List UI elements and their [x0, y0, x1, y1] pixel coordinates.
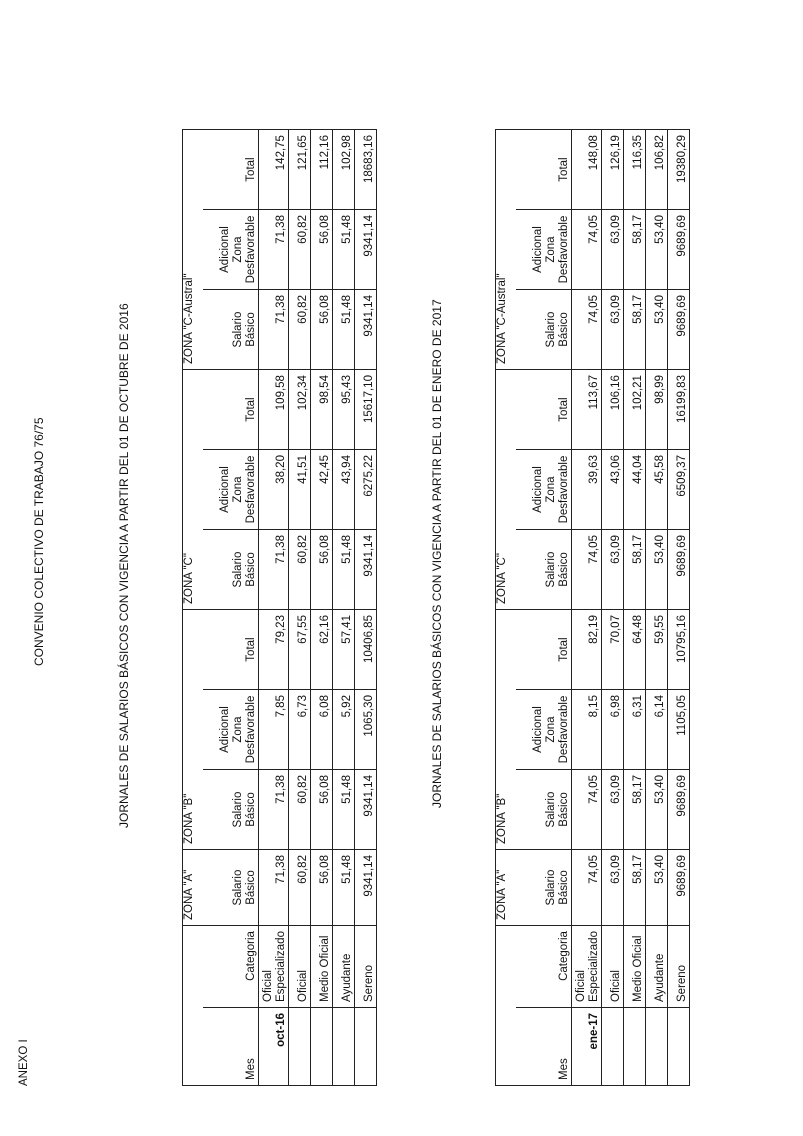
categoria-cell [289, 926, 311, 1008]
categoria-line: Oficial [575, 970, 587, 1002]
salario-header-line: Salario [232, 869, 244, 906]
value-cell-ca-sal: 51,48 [333, 290, 355, 370]
value-cell-c-sal: 53,40 [646, 530, 668, 610]
value-cell-b-adic: 6,31 [624, 690, 646, 770]
value-cell-b-tot: 10406,85 [355, 610, 377, 690]
value-cell-ca-sal: 60,82 [289, 290, 311, 370]
value-cell-b-adic: 6,14 [646, 690, 668, 770]
value-cell-b-sal: 63,09 [602, 770, 624, 850]
value-cell-c-tot: 98,99 [646, 370, 668, 450]
value-cell-a-sal: 58,17 [624, 850, 646, 926]
value-cell-c-tot: 109,58 [259, 370, 289, 450]
adicional-header-line: Adicional [532, 706, 544, 753]
categoria-header [203, 926, 259, 1008]
value-cell-ca-sal: 63,09 [602, 290, 624, 370]
categoria-cell [311, 926, 333, 1008]
value-cell-b-adic: 6,73 [289, 690, 311, 770]
value-cell-b-tot: 79,23 [259, 610, 289, 690]
value-cell-b-tot: 57,41 [333, 610, 355, 690]
value-cell-ca-adic: 56,08 [311, 210, 333, 290]
mes-value: oct-16 [275, 1013, 287, 1047]
adicional-header-line: Adicional [532, 466, 544, 513]
total-header: Total [203, 370, 259, 450]
adicional-header [516, 450, 572, 530]
value-cell-c-tot: 102,21 [624, 370, 646, 450]
adicional-header-line: Zona [232, 476, 244, 503]
value-cell-b-adic: 1065,30 [355, 690, 377, 770]
salario-header-line: Básico [245, 552, 257, 587]
mes-header [203, 1008, 259, 1086]
adicional-header-line: Zona [545, 236, 557, 263]
salario-header [516, 290, 572, 370]
value-cell-a-sal: 71,38 [259, 850, 289, 926]
zone-header: ZONA "B" [183, 610, 203, 850]
categoria-line: Especializado [588, 931, 600, 1002]
adicional-header-line: Desfavorable [558, 695, 570, 764]
value-cell-b-sal: 9689,69 [668, 770, 690, 850]
value-cell-c-tot: 15617,10 [355, 370, 377, 450]
value-cell-b-adic: 5,92 [333, 690, 355, 770]
salario-header-line: Básico [558, 312, 570, 347]
adicional-header-line: Adicional [219, 226, 231, 273]
value-cell-c-adic: 39,63 [572, 450, 602, 530]
value-cell-b-sal: 60,82 [289, 770, 311, 850]
value-cell-b-tot: 64,48 [624, 610, 646, 690]
value-cell-ca-tot: 126,19 [602, 130, 624, 210]
value-cell-ca-sal: 9341,14 [355, 290, 377, 370]
value-cell-a-sal: 9341,14 [355, 850, 377, 926]
salario-header-line: Salario [545, 551, 557, 588]
value-cell-b-adic: 6,08 [311, 690, 333, 770]
value-cell-c-tot: 95,43 [333, 370, 355, 450]
value-cell-ca-adic: 9341,14 [355, 210, 377, 290]
total-header: Total [516, 130, 572, 210]
categoria-cell [602, 926, 624, 1008]
mes-cell [259, 1008, 289, 1086]
value-cell-ca-tot: 18683,16 [355, 130, 377, 210]
value-cell-ca-tot: 106,82 [646, 130, 668, 210]
adicional-header-line: Adicional [219, 706, 231, 753]
value-cell-c-sal: 51,48 [333, 530, 355, 610]
salario-header-line: Básico [245, 792, 257, 827]
categoria-line: Sereno [676, 964, 688, 1002]
categoria-cell [646, 926, 668, 1008]
categoria-cell [668, 926, 690, 1008]
value-cell-ca-tot: 102,98 [333, 130, 355, 210]
mes-cell [355, 1008, 377, 1086]
table-row [333, 50, 355, 1086]
total-header: Total [516, 370, 572, 450]
salary-table-2 [495, 49, 690, 1086]
salario-header-line: Básico [245, 312, 257, 347]
value-cell-c-adic: 44,04 [624, 450, 646, 530]
value-cell-a-sal: 53,40 [646, 850, 668, 926]
value-cell-b-tot: 62,16 [311, 610, 333, 690]
total-header: Total [516, 610, 572, 690]
value-cell-c-adic: 42,45 [311, 450, 333, 530]
value-cell-a-sal: 74,05 [572, 850, 602, 926]
value-cell-c-adic: 43,06 [602, 450, 624, 530]
salario-header-line: Básico [245, 870, 257, 905]
value-cell-c-sal: 9341,14 [355, 530, 377, 610]
salario-header [516, 850, 572, 926]
categoria-cell [572, 926, 602, 1008]
value-cell-c-tot: 98,54 [311, 370, 333, 450]
categoria-cell [624, 926, 646, 1008]
salario-header-line: Salario [545, 791, 557, 828]
zone-header: ZONA "A" [183, 850, 203, 926]
mes-cell [572, 1008, 602, 1086]
mes-cell [333, 1008, 355, 1086]
table-row [668, 50, 690, 1086]
value-cell-b-tot: 10795,16 [668, 610, 690, 690]
value-cell-b-adic: 6,98 [602, 690, 624, 770]
zone-header: ZONA "B" [496, 610, 516, 850]
categoria-line: Sereno [363, 964, 375, 1002]
adicional-header [516, 690, 572, 770]
adicional-header-line: Desfavorable [245, 215, 257, 284]
value-cell-c-sal: 56,08 [311, 530, 333, 610]
zone-header: ZONA "C-Austral" [183, 130, 203, 370]
value-cell-b-sal: 53,40 [646, 770, 668, 850]
value-cell-ca-sal: 58,17 [624, 290, 646, 370]
mes-header [516, 1008, 572, 1086]
value-cell-b-sal: 71,38 [259, 770, 289, 850]
salario-header-line: Básico [558, 552, 570, 587]
value-cell-b-tot: 82,19 [572, 610, 602, 690]
categoria-line: Ayudante [341, 953, 353, 1002]
salario-header [203, 770, 259, 850]
value-cell-ca-tot: 116,35 [624, 130, 646, 210]
salario-header [203, 290, 259, 370]
categoria-line: Ayudante [654, 953, 666, 1002]
header-blank [183, 926, 203, 1086]
mes-cell [624, 1008, 646, 1086]
categoria-line: Oficial [297, 970, 309, 1002]
mes-cell [289, 1008, 311, 1086]
value-cell-a-sal: 60,82 [289, 850, 311, 926]
value-cell-ca-adic: 71,38 [259, 210, 289, 290]
zone-header: ZONA "C-Austral" [496, 130, 516, 370]
categoria-line: Medio Oficial [319, 935, 331, 1002]
value-cell-ca-sal: 53,40 [646, 290, 668, 370]
categoria-line: Especializado [275, 931, 287, 1002]
mes-cell [602, 1008, 624, 1086]
categoria-line: Oficial [262, 970, 274, 1002]
value-cell-ca-adic: 60,82 [289, 210, 311, 290]
value-cell-c-adic: 45,58 [646, 450, 668, 530]
value-cell-b-sal: 9341,14 [355, 770, 377, 850]
table-row [259, 50, 289, 1086]
value-cell-a-sal: 9689,69 [668, 850, 690, 926]
value-cell-b-sal: 56,08 [311, 770, 333, 850]
adicional-header-line: Adicional [532, 226, 544, 273]
table-row [602, 50, 624, 1086]
value-cell-c-sal: 74,05 [572, 530, 602, 610]
table-row [624, 50, 646, 1086]
zone-header: ZONA "A" [496, 850, 516, 926]
adicional-header-line: Zona [545, 476, 557, 503]
agreement-title: CONVENIO COLECTIVO DE TRABAJO 76/75 [32, 417, 46, 666]
value-cell-b-tot: 70,07 [602, 610, 624, 690]
value-cell-ca-tot: 148,08 [572, 130, 602, 210]
table-row [289, 50, 311, 1086]
adicional-header-line: Desfavorable [558, 455, 570, 524]
value-cell-b-adic: 7,85 [259, 690, 289, 770]
mes-cell [668, 1008, 690, 1086]
value-cell-ca-tot: 112,16 [311, 130, 333, 210]
value-cell-ca-sal: 9689,69 [668, 290, 690, 370]
value-cell-c-sal: 71,38 [259, 530, 289, 610]
value-cell-b-adic: 1105,05 [668, 690, 690, 770]
categoria-cell [259, 926, 289, 1008]
mes-header-label: Mes [245, 1058, 257, 1080]
salario-header-line: Salario [232, 551, 244, 588]
salario-header [203, 530, 259, 610]
categoria-cell [333, 926, 355, 1008]
value-cell-ca-adic: 9689,69 [668, 210, 690, 290]
mes-cell [311, 1008, 333, 1086]
adicional-header-line: Desfavorable [245, 455, 257, 524]
value-cell-c-adic: 6509,37 [668, 450, 690, 530]
categoria-header [516, 926, 572, 1008]
mes-header-label: Mes [558, 1058, 570, 1080]
categoria-line: Oficial [610, 970, 622, 1002]
value-cell-c-tot: 106,16 [602, 370, 624, 450]
value-cell-c-sal: 63,09 [602, 530, 624, 610]
mes-value: ene-17 [588, 1013, 600, 1050]
salario-header-line: Salario [232, 791, 244, 828]
total-header: Total [203, 610, 259, 690]
adicional-header [516, 210, 572, 290]
total-header: Total [203, 130, 259, 210]
value-cell-ca-adic: 74,05 [572, 210, 602, 290]
salario-header [516, 770, 572, 850]
value-cell-c-sal: 9689,69 [668, 530, 690, 610]
table-row [572, 50, 602, 1086]
value-cell-b-sal: 74,05 [572, 770, 602, 850]
value-cell-c-adic: 41,51 [289, 450, 311, 530]
categoria-line: Medio Oficial [632, 935, 644, 1002]
value-cell-c-sal: 58,17 [624, 530, 646, 610]
categoria-cell [355, 926, 377, 1008]
adicional-header-line: Zona [232, 716, 244, 743]
value-cell-c-tot: 16199,83 [668, 370, 690, 450]
salario-header-line: Salario [545, 311, 557, 348]
salario-header-line: Salario [232, 311, 244, 348]
salario-header-line: Básico [558, 870, 570, 905]
table-row [311, 50, 333, 1086]
salary-table-1 [182, 49, 377, 1086]
salario-header [203, 850, 259, 926]
value-cell-b-sal: 58,17 [624, 770, 646, 850]
zone-header: ZONA "C" [496, 370, 516, 610]
adicional-header-line: Zona [545, 716, 557, 743]
value-cell-c-adic: 38,20 [259, 450, 289, 530]
categoria-header-label: Categoria [245, 931, 257, 981]
value-cell-ca-sal: 74,05 [572, 290, 602, 370]
table-row [355, 50, 377, 1086]
salario-header-line: Salario [545, 869, 557, 906]
value-cell-ca-tot: 142,75 [259, 130, 289, 210]
table-row [646, 50, 668, 1086]
value-cell-c-tot: 102,34 [289, 370, 311, 450]
value-cell-c-adic: 6275,22 [355, 450, 377, 530]
adicional-header [203, 450, 259, 530]
value-cell-a-sal: 51,48 [333, 850, 355, 926]
value-cell-ca-sal: 71,38 [259, 290, 289, 370]
value-cell-c-adic: 43,94 [333, 450, 355, 530]
adicional-header-line: Adicional [219, 466, 231, 513]
value-cell-ca-tot: 121,65 [289, 130, 311, 210]
value-cell-ca-adic: 51,48 [333, 210, 355, 290]
value-cell-ca-adic: 63,09 [602, 210, 624, 290]
mes-cell [646, 1008, 668, 1086]
adicional-header-line: Desfavorable [558, 215, 570, 284]
annex-label: ANEXO I [18, 1039, 30, 1086]
header-blank [496, 926, 516, 1086]
adicional-header-line: Desfavorable [245, 695, 257, 764]
categoria-header-label: Categoria [558, 931, 570, 981]
table-1-title: JORNALES DE SALARIOS BÁSICOS CON VIGENCIA A PARTIR DEL 01 DE OCTUBRE DE 2016 [117, 303, 131, 828]
value-cell-c-sal: 60,82 [289, 530, 311, 610]
value-cell-b-sal: 51,48 [333, 770, 355, 850]
value-cell-b-adic: 8,15 [572, 690, 602, 770]
value-cell-ca-adic: 58,17 [624, 210, 646, 290]
adicional-header [203, 210, 259, 290]
value-cell-b-tot: 59,55 [646, 610, 668, 690]
salario-header [516, 530, 572, 610]
value-cell-a-sal: 56,08 [311, 850, 333, 926]
value-cell-ca-adic: 53,40 [646, 210, 668, 290]
adicional-header [203, 690, 259, 770]
value-cell-ca-tot: 19380,29 [668, 130, 690, 210]
value-cell-b-tot: 67,55 [289, 610, 311, 690]
value-cell-c-tot: 113,67 [572, 370, 602, 450]
salario-header-line: Básico [558, 792, 570, 827]
value-cell-a-sal: 63,09 [602, 850, 624, 926]
zone-header: ZONA "C" [183, 370, 203, 610]
table-2-title: JORNALES DE SALARIOS BÁSICOS CON VIGENCIA A PARTIR DEL 01 DE ENERO DE 2017 [430, 299, 444, 808]
value-cell-ca-sal: 56,08 [311, 290, 333, 370]
adicional-header-line: Zona [232, 236, 244, 263]
